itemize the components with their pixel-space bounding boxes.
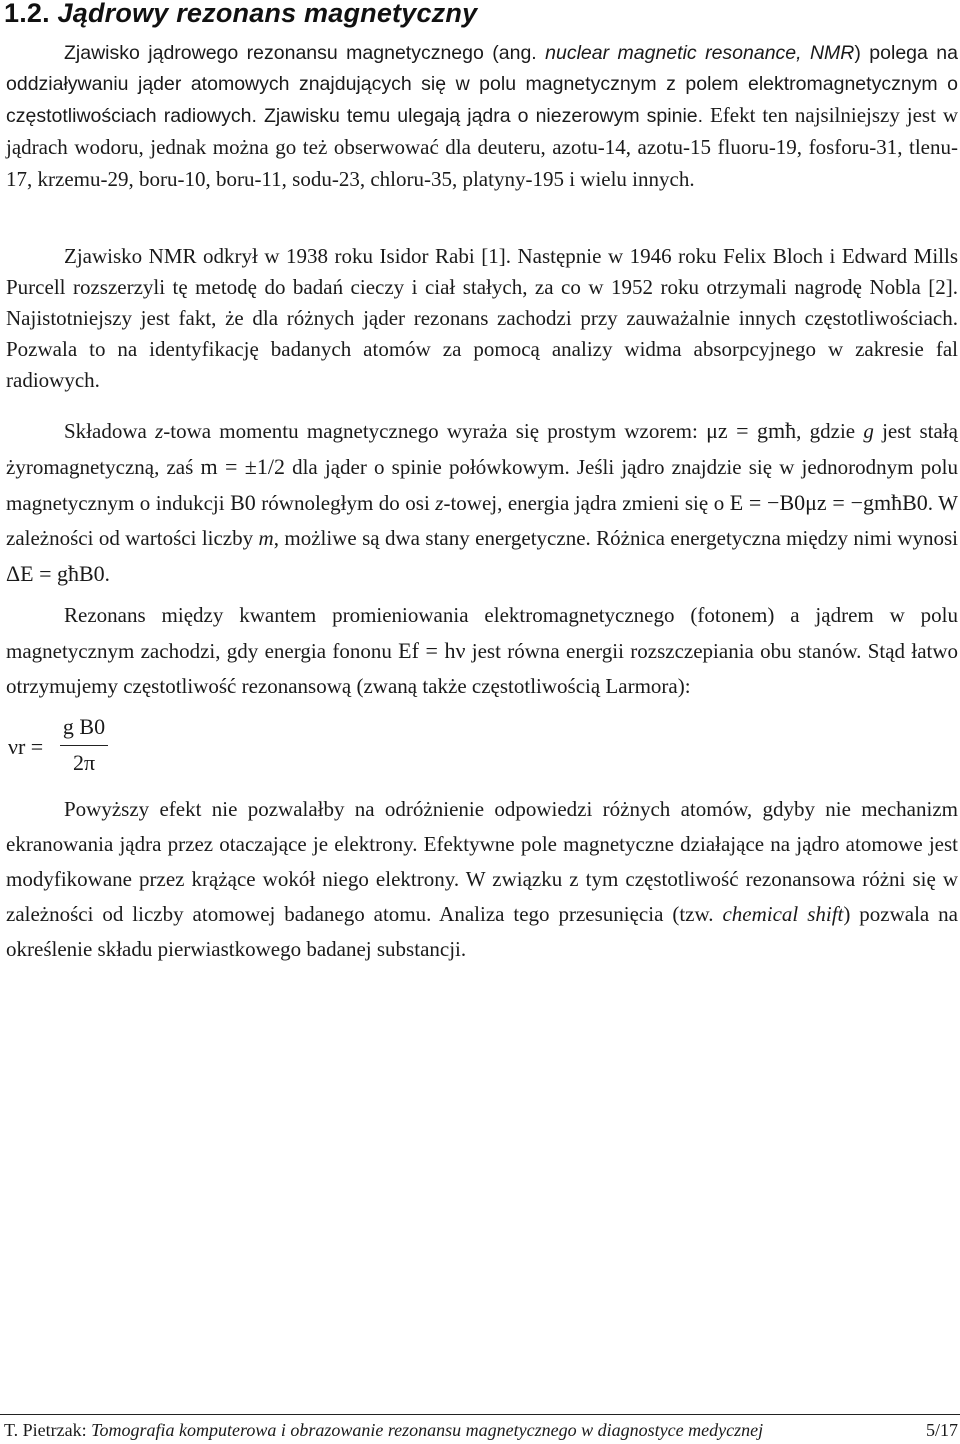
paragraph-nmr-intro [6,38,958,196]
text-run-italic: g [863,419,874,443]
text-run: -towej, energia jądra zmieni się o [443,491,730,515]
text-run: , możliwe są dwa stany energetyczne. Różnica energetyczna między nimi wynosi [273,526,958,550]
paragraph-magnetic-moment [6,413,958,592]
formula-b0: B0 [230,490,256,515]
fraction-bar [60,745,108,746]
text-run-italic: chemical shift [722,902,844,926]
footer-title: Tomografia komputerowa i obrazowanie rezonansu magnetycznego w diagnostyce medycznej [91,1420,764,1440]
section-heading [4,0,477,29]
page-number: 5/17 [925,1420,958,1440]
formula-denominator: 2π [72,750,96,775]
text-run: Rezonans między kwantem promieniowania elektromagnetycznego (fotonem) a jądrem w polu magnetycznym zachodzi, gdy energia fononu [6,603,958,663]
formula-photon-energy: Ef = hν [398,638,466,663]
section-number: 1.2. [4,0,50,28]
text-run: . [104,562,110,586]
text-run: . W zależności od wartości liczby [6,491,958,550]
text-run-italic: nuclear magnetic resonance, NMR [545,42,855,64]
text-run: jest stałą żyromagnetyczną, zaś [6,419,958,479]
footer-divider [0,1414,960,1415]
text-run: Efekt ten najsilniejszy jest w jądrach wodoru, jednak można go też obserwować dla deuteru, azotu-14, azotu-15 fluoru-19, fosforu-31, tlenu-17, krzemu-29, boru-10, boru-11, sodu-23, chloru-35, platyny-195 i wielu innych. [6,103,958,191]
text-run-italic: m [258,526,274,550]
formula-numerator: g B0 [62,714,106,739]
paragraph-chemical-shift [6,792,958,967]
formula-larmora-lhs: νr = [8,734,44,759]
text-run: dla jąder o spinie połówkowym. Jeśli jądro znajdzie się w jednorodnym polu magnetycznym o indukcji [6,455,958,515]
formula-delta-e: ΔE = għB0 [6,561,105,586]
text-run: Składowa [64,419,156,443]
text-run: Zjawisko jądrowego rezonansu magnetycznego (ang. [64,42,546,64]
text-run: , gdzie [796,419,864,443]
text-run: jest równa energii rozszczepiania obu stanów. Stąd łatwo otrzymujemy częstotliwość rezonansową (zwaną także częstotliwością Larmora): [6,639,959,698]
text-run-italic: z [155,419,164,443]
section-title: Jądrowy rezonans magnetyczny [57,0,478,28]
formula-larmora [8,712,128,782]
footer-author: T. Pietrzak: [4,1420,92,1440]
text-run: równoległym do osi [255,491,436,515]
formula-fraction [60,712,108,778]
page-footer [4,1418,958,1442]
text-run: ) polega na oddziaływaniu jąder atomowych znajdujących się w polu magnetycznym z polem elektromagnetycznym o częstotliwościach radiowych. Zjawisku temu ulegają jądra o niezerowym spinie. [6,42,958,127]
formula-mu-z: μz = gmħ [706,418,797,443]
paragraph-nmr-history: Zjawisko NMR odkrył w 1938 roku Isidor Rabi [1]. Następnie w 1946 roku Felix Bloch i Edward Mills Purcell rozszerzyli tę metodę do badań cieczy i ciał stałych, za co w 1952 roku otrzymali nagrodę Nobla [2]. Najistotniejszy jest fakt, że dla różnych jąder rezonans zachodzi przy zauważalnie innych częstotliwościach. Pozwala to na identyfikację badanych atomów za pomocą analizy widma absorpcyjnego w zakresie fal radiowych. [6,244,958,392]
text-run: ) pozwala na określenie składu pierwiastkowego badanej substancji. [6,902,959,961]
footer-citation [4,1418,763,1442]
formula-energy: E = −B0μz = −gmħB0 [729,490,928,515]
text-run-italic: z [435,491,444,515]
text-run: Powyższy efekt nie pozwalałby na odróżnienie odpowiedzi różnych atomów, gdyby nie mechanizm ekranowania jądra przez otaczające je elektrony. Efektywne pole magnetyczne działające na jądro atomowe jest modyfikowane przez krążące wokół niego elektrony. W związku z tym częstotliwość rezonansowa różni się w zależności od liczby atomowej badanego atomu. Analiza tego przesunięcia (tzw. [6,797,958,926]
formula-m: m = ±1/2 [200,454,285,479]
paragraph-resonance [6,598,958,704]
text-run: -towa momentu magnetycznego wyraża się prostym wzorem: [163,419,707,443]
